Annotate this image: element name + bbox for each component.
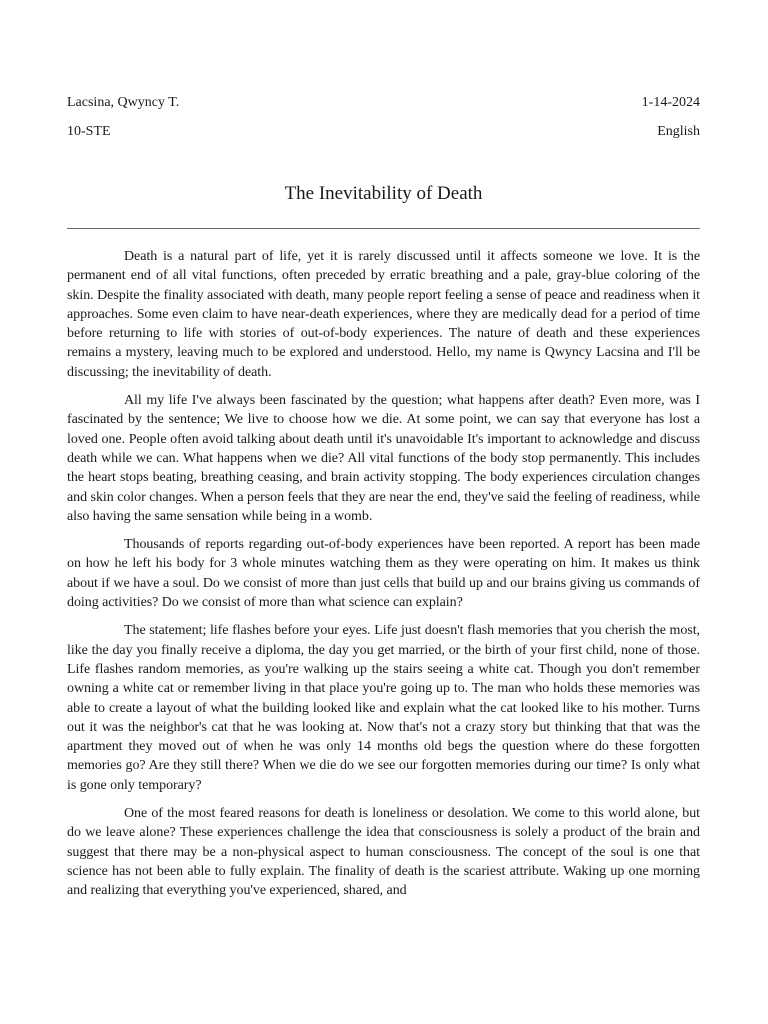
header-row-1 bbox=[67, 95, 700, 111]
paragraph-1: Death is a natural part of life, yet it is rarely discussed until it affects someone we love. It is the permanent end of all vital functions, often preceded by erratic breathing and a pale, gray-blue coloring of the skin. Despite the finality associated with death, many people report feeling a sense of peace and readiness when it approaches. Some even claim to have near-death experiences, where they are medically dead for a period of time before returning to life with stories of out-of-body experiences. The nature of death and these experiences remains a mystery, leaving much to be explored and understood. Hello, my name is Qwyncy Lacsina and I'll be discussing; the inevitability of death. bbox=[67, 249, 700, 380]
paragraph-4: The statement; life flashes before your eyes. Life just doesn't flash memories that you cherish the most, like the day you finally receive a diploma, the day you get married, or the birth of your first child, none of those. Life flashes random memories, as you're walking up the stairs seeing a white cat. Though you don't remember owning a white cat or remember living in that place you're going up to. The man who holds these memories was able to create a layout of what the building looked like and explain what the cat looked like to his mother. Turns out it was the neighbor's cat that he was looking at. Now that's not a crazy story but thinking that that was the apartment they moved out of when he was only 14 months old begs the question where do these forgotten memories go? Are they still there? When we die do we see our forgotten memories during our time? Is only what is gone only temporary? bbox=[67, 623, 700, 793]
header-row-2 bbox=[67, 124, 700, 140]
paragraph-5: One of the most feared reasons for death is loneliness or desolation. We come to this world alone, but do we leave alone? These experiences challenge the idea that consciousness is solely a product of the brain and suggest that there may be a non-physical aspect to human consciousness. The concept of the soul is one that science has not been able to fully explain. The finality of death is the scariest attribute. Waking up one morning and realizing that everything you've experienced, shared, and bbox=[67, 806, 700, 899]
essay-title: The Inevitability of Death bbox=[284, 183, 483, 204]
essay-body bbox=[67, 247, 700, 910]
subject-name: English bbox=[657, 124, 700, 139]
title-divider bbox=[67, 228, 700, 229]
author-name: Lacsina, Qwyncy T. bbox=[67, 95, 180, 110]
paragraph-2: All my life I've always been fascinated by the question; what happens after death? Even more, was I fascinated by the sentence; We live to choose how we die. At some point, we can say that everyone has lost a loved one. People often avoid talking about death until it's unavoidable It's important to acknowledge and discuss death while we can. What happens when we die? All vital functions of the body stop permanently. This includes the heart stops beating, breathing ceasing, and brain activity stopping. The body experiences circulation changes and skin color changes. When a person feels that they are near the end, they've said the feeling of readiness, while also having the same sensation while being in a womb. bbox=[67, 393, 700, 524]
class-section: 10-STE bbox=[67, 124, 111, 139]
document-date: 1-14-2024 bbox=[641, 95, 700, 110]
paragraph-3: Thousands of reports regarding out-of-body experiences have been reported. A report has been made on how he left his body for 3 whole minutes watching them as they were operating on him. It makes us think about if we have a soul. Do we consist of more than just cells that build up and our brains giving us commands of doing activities? Do we consist of more than what science can explain? bbox=[67, 537, 700, 611]
